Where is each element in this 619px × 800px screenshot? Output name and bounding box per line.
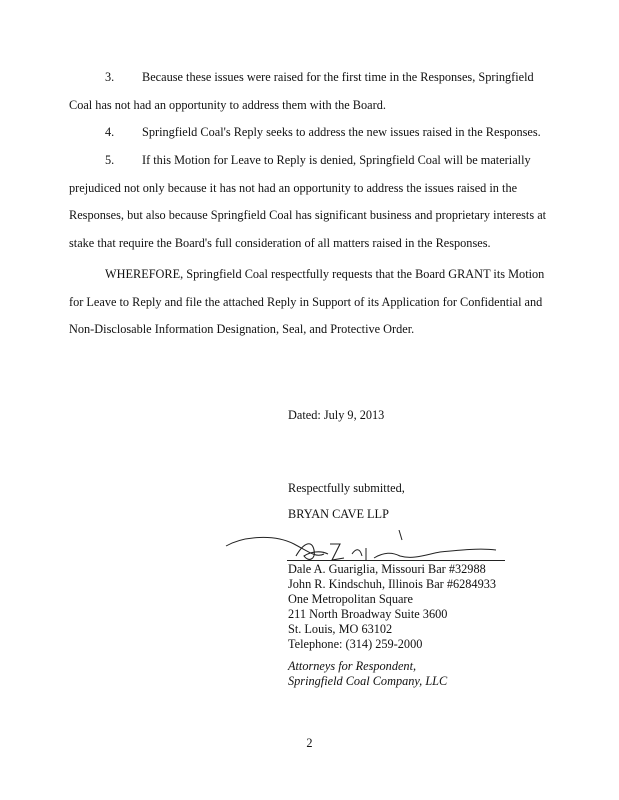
- paragraph-4: [69, 119, 549, 147]
- attorney-1: Dale A. Guariglia, Missouri Bar #32988: [288, 562, 486, 576]
- respectfully-submitted: Respectfully submitted,: [288, 481, 405, 495]
- paragraph-5-line-2: prejudiced not only because it has not had an opportunity to address the issues raised in the: [69, 180, 518, 195]
- paragraph-3-number: 3.: [105, 70, 115, 84]
- address-line-3: St. Louis, MO 63102: [288, 622, 393, 636]
- attorneys-for: [288, 659, 447, 689]
- paragraph-4-number: 4.: [105, 125, 115, 139]
- paragraph-3-line-2: Coal has not had an opportunity to address them with the Board.: [69, 97, 386, 112]
- address-line-2: 211 North Broadway Suite 3600: [288, 607, 448, 621]
- paragraph-5-number: 5.: [105, 153, 115, 167]
- signature-block: [288, 562, 496, 652]
- paragraph-5-line-1: 5. If this Motion for Leave to Reply is denied, Springfield Coal will be materially: [69, 147, 549, 175]
- signature-line: [287, 560, 505, 561]
- attorneys-for-line-2: Springfield Coal Company, LLC: [288, 674, 448, 688]
- paragraph-3-line-1: 3. Because these issues were raised for the first time in the Responses, Springfield: [69, 64, 549, 92]
- paragraph-4-line-1: 4. Springfield Coal's Reply seeks to address the new issues raised in the Responses.: [69, 119, 549, 147]
- wherefore-line-3: Non-Disclosable Information Designation, Seal, and Protective Order.: [69, 322, 415, 336]
- telephone: Telephone: (314) 259-2000: [288, 637, 423, 651]
- page-number: 2: [306, 736, 313, 750]
- paragraph-5: [69, 147, 549, 257]
- paragraph-3: [69, 64, 549, 119]
- wherefore-paragraph: [69, 261, 549, 344]
- attorney-2: John R. Kindschuh, Illinois Bar #6284933: [288, 577, 497, 591]
- wherefore-line-1: WHEREFORE, Springfield Coal respectfully requests that the Board GRANT its Motion: [105, 267, 545, 281]
- wherefore-line-2: for Leave to Reply and file the attached Reply in Support of its Application for Confidential and: [69, 294, 543, 309]
- firm-name: BRYAN CAVE LLP: [288, 507, 389, 521]
- attorneys-for-line-1: Attorneys for Respondent,: [288, 659, 417, 673]
- paragraph-5-line-4: stake that require the Board's full consideration of all matters raised in the Responses.: [69, 235, 491, 250]
- dated-line: Dated: July 9, 2013: [288, 408, 385, 422]
- address-line-1: One Metropolitan Square: [288, 592, 413, 606]
- paragraph-5-line-3: Responses, but also because Springfield Coal has significant business and proprietary interests at: [69, 208, 547, 222]
